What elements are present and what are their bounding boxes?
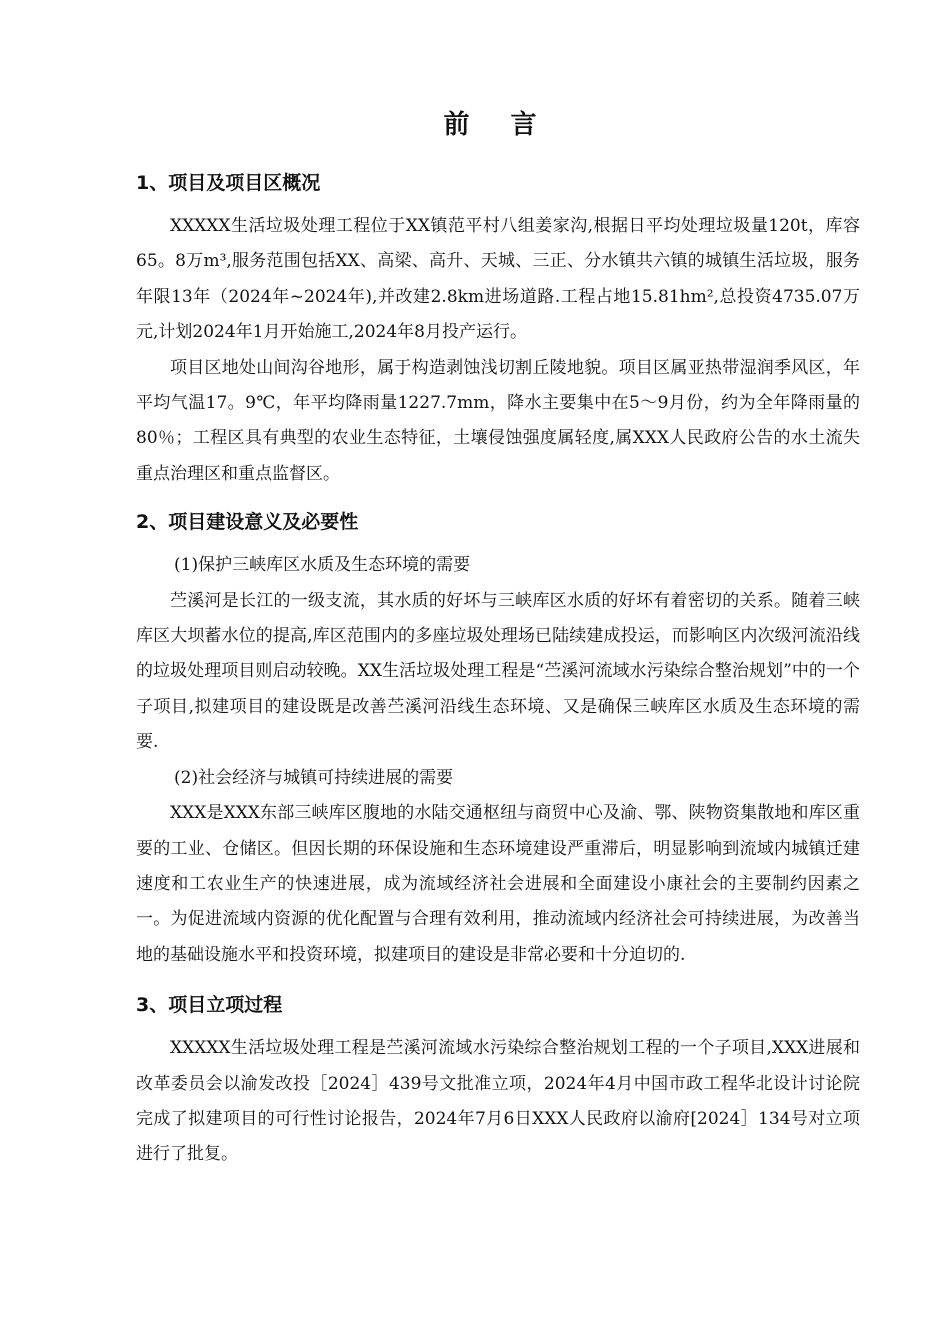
section-2-paragraph-1: 苎溪河是长江的一级支流，其水质的好坏与三峡库区水质的好坏有着密切的关系。随着三峡库区大坝蓄水位的提高,库区范围内的多座垃圾处理场已陆续建成投运，而影响区内次级河流沿线的垃圾处理项目则启动较晚。XX生活垃圾处理工程是“苎溪河流域水污染综合整治规划”中的一个子项目,拟建项目的建设既是改善苎溪河沿线生态环境、又是确保三峡库区水质及生态环境的需要. xyxy=(136,590,860,753)
section-2-paragraph-2: XXX是XXX东部三峡库区腹地的水陆交通枢纽与商贸中心及渝、鄂、陕物资集散地和库区重要的工业、仓储区。但因长期的环保设施和生态环境建设严重滞后，明显影响到流域内城镇迁建速度和工农业生产的快速进展，成为流域经济社会进展和全面建设小康社会的主要制约因素之一。为促进流域内资源的优化配置与合理有效利用，推动流域内经济社会可持续进展，为改善当地的基础设施水平和投资环境，拟建项目的建设是非常必要和十分迫切的. xyxy=(136,803,860,965)
page-title: 前 言 xyxy=(443,110,553,140)
section-1 xyxy=(136,167,860,492)
section-1-paragraph-1: XXXXX生活垃圾处理工程位于XX镇范平村八组姜家沟,根据日平均处理垃圾量120t，库容65。8万m³,服务范围包括XX、高梁、高升、天城、三正、分水镇共六镇的城镇生活垃圾，服务年限13年（2024年~2024年),并改建2.8km进场道路.工程占地15.81hm²,总投资4735.07万元,计划2024年1月开始施工,2024年8月投产运行。 xyxy=(136,216,860,343)
section-3 xyxy=(136,989,860,1173)
section-2 xyxy=(136,506,860,973)
section-3-heading: 3、项目立项过程 xyxy=(136,994,283,1017)
section-2-subheading-1: (1)保护三峡库区水质及生态环境的需要 xyxy=(174,555,471,576)
section-1-paragraph-2: 项目区地处山间沟谷地形，属于构造剥蚀浅切割丘陵地貌。项目区属亚热带湿润季风区，年平均气温17。9℃，年平均降雨量1227.7mm，降水主要集中在5～9月份，约为全年降雨量的80％；工程区具有典型的农业生态特征，土壤侵蚀强度属轻度,属XXX人民政府公告的水土流失重点治理区和重点监督区。 xyxy=(136,357,860,484)
section-3-paragraph-1: XXXXX生活垃圾处理工程是苎溪河流域水污染综合整治规划工程的一个子项目,XXX进展和改革委员会以渝发改投［2024］439号文批准立项，2024年4月中国市政工程华北设计讨论院完成了拟建项目的可行性讨论报告，2024年7月6日XXX人民政府以渝府[2024］134号对立项进行了批复。 xyxy=(136,1038,860,1165)
section-2-heading: 2、项目建设意义及必要性 xyxy=(136,511,359,534)
section-2-subheading-2: (2)社会经济与城镇可持续进展的需要 xyxy=(174,767,454,788)
section-1-heading: 1、项目及项目区概况 xyxy=(136,172,321,194)
